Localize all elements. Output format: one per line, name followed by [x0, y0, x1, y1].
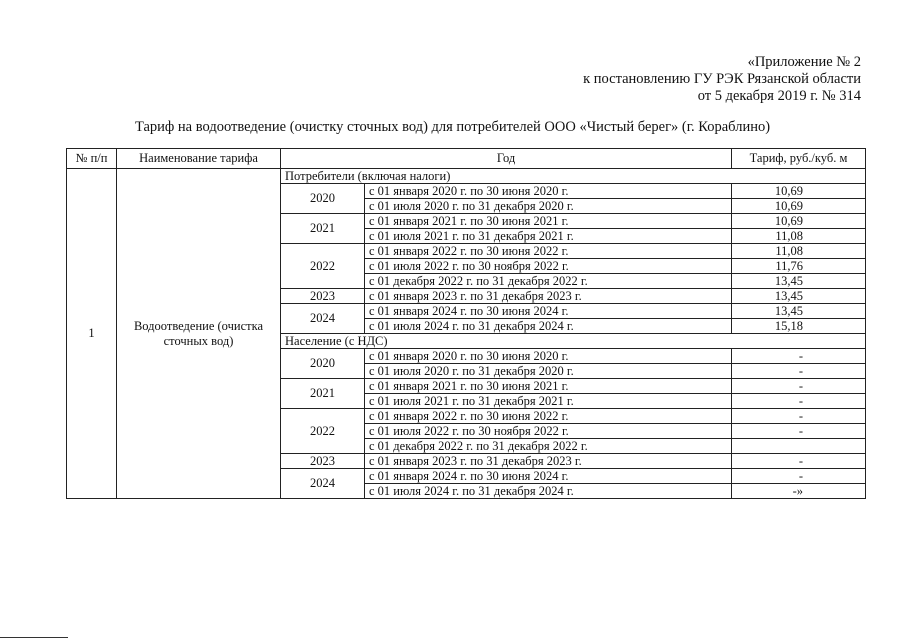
period-cell: с 01 июля 2022 г. по 30 ноября 2022 г.: [365, 259, 732, 274]
table-header-row: [67, 149, 866, 169]
period-cell: с 01 января 2020 г. по 30 июня 2020 г.: [365, 184, 732, 199]
header-year: Год: [281, 149, 732, 169]
period-cell: с 01 июля 2020 г. по 31 декабря 2020 г.: [365, 199, 732, 214]
period-cell: с 01 декабря 2022 г. по 31 декабря 2022 г.: [365, 439, 732, 454]
year-cell: 2020: [281, 349, 365, 379]
period-cell: с 01 июля 2024 г. по 31 декабря 2024 г.: [365, 484, 732, 499]
appendix-header: [583, 54, 861, 105]
row-number: 1: [67, 169, 117, 499]
footnote-divider: [0, 637, 68, 638]
year-cell: 2024: [281, 469, 365, 499]
tariff-value-cell: -: [732, 394, 866, 409]
appendix-line-3: от 5 декабря 2019 г. № 314: [697, 88, 861, 104]
period-cell: с 01 июля 2020 г. по 31 декабря 2020 г.: [365, 364, 732, 379]
period-cell: с 01 июля 2024 г. по 31 декабря 2024 г.: [365, 319, 732, 334]
tariff-value-cell: 10,69: [732, 199, 866, 214]
period-cell: с 01 января 2021 г. по 30 июня 2021 г.: [365, 214, 732, 229]
period-cell: с 01 января 2022 г. по 30 июня 2022 г.: [365, 244, 732, 259]
tariff-value-cell: 13,45: [732, 304, 866, 319]
tariff-value-cell: 15,18: [732, 319, 866, 334]
year-cell: 2024: [281, 304, 365, 334]
period-cell: с 01 января 2023 г. по 31 декабря 2023 г.: [365, 454, 732, 469]
period-cell: с 01 декабря 2022 г. по 31 декабря 2022 г.: [365, 274, 732, 289]
tariff-value-cell: 11,08: [732, 229, 866, 244]
section-label: Население (с НДС): [281, 334, 866, 349]
section-row: [67, 169, 866, 184]
tariff-name: Водоотведение (очистка сточных вод): [117, 169, 281, 499]
tariff-value-cell: -: [732, 379, 866, 394]
tariff-value-cell: -: [732, 424, 866, 439]
tariff-value-cell: 11,76: [732, 259, 866, 274]
period-cell: с 01 января 2022 г. по 30 июня 2022 г.: [365, 409, 732, 424]
period-cell: с 01 января 2023 г. по 31 декабря 2023 г.: [365, 289, 732, 304]
period-cell: с 01 января 2024 г. по 30 июня 2024 г.: [365, 469, 732, 484]
tariff-value-cell: -: [732, 349, 866, 364]
tariff-value-cell: 13,45: [732, 289, 866, 304]
tariff-value-cell: -: [732, 409, 866, 424]
year-cell: 2020: [281, 184, 365, 214]
header-tariff-name: Наименование тарифа: [117, 149, 281, 169]
period-cell: с 01 января 2020 г. по 30 июня 2020 г.: [365, 349, 732, 364]
header-number: № п/п: [67, 149, 117, 169]
appendix-line-1: «Приложение № 2: [747, 54, 861, 70]
tariff-value-cell: 10,69: [732, 214, 866, 229]
tariff-value-cell: -: [732, 454, 866, 469]
period-cell: с 01 июля 2021 г. по 31 декабря 2021 г.: [365, 229, 732, 244]
year-cell: 2022: [281, 244, 365, 289]
period-cell: с 01 июля 2021 г. по 31 декабря 2021 г.: [365, 394, 732, 409]
section-label: Потребители (включая налоги): [281, 169, 866, 184]
year-cell: 2021: [281, 214, 365, 244]
period-cell: с 01 января 2024 г. по 30 июня 2024 г.: [365, 304, 732, 319]
tariff-table: [66, 148, 866, 499]
year-cell: 2023: [281, 454, 365, 469]
tariff-value-cell: 11,08: [732, 244, 866, 259]
tariff-value-cell: -: [732, 469, 866, 484]
tariff-value-cell: -»: [732, 484, 866, 499]
period-cell: с 01 января 2021 г. по 30 июня 2021 г.: [365, 379, 732, 394]
year-cell: 2021: [281, 379, 365, 409]
year-cell: 2023: [281, 289, 365, 304]
document-title: Тариф на водоотведение (очистку сточных вод) для потребителей ООО «Чистый берег» (г. Кораблино): [134, 119, 771, 135]
tariff-value-cell: 13,45: [732, 274, 866, 289]
period-cell: с 01 июля 2022 г. по 30 ноября 2022 г.: [365, 424, 732, 439]
appendix-line-2: к постановлению ГУ РЭК Рязанской области: [583, 71, 861, 87]
tariff-value-cell: -: [732, 364, 866, 379]
year-cell: 2022: [281, 409, 365, 454]
tariff-value-cell: 10,69: [732, 184, 866, 199]
header-tariff-value: Тариф, руб./куб. м: [732, 149, 866, 169]
tariff-value-cell: [732, 439, 866, 454]
table-body: [67, 169, 866, 499]
